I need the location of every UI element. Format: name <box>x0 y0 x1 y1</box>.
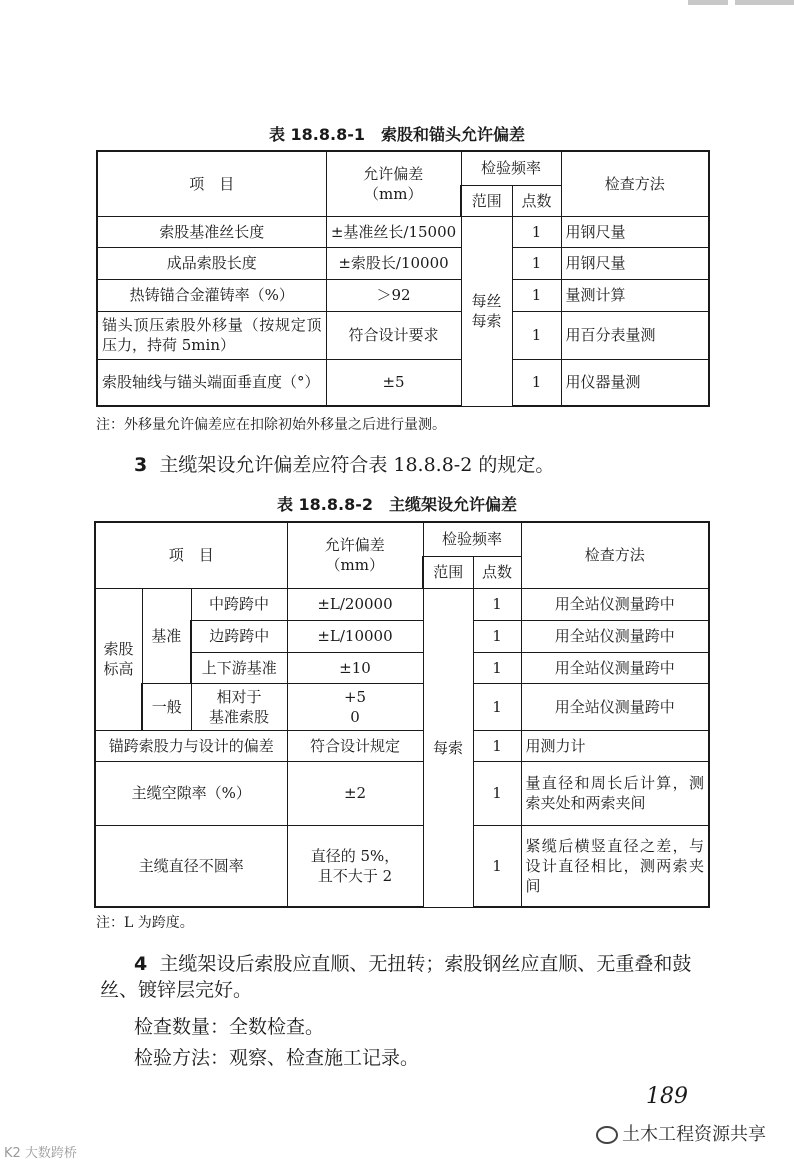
table1-head-method: 检查方法 <box>561 151 709 216</box>
table1-row2-item: 成品索股长度 <box>97 247 326 279</box>
table1-row5-method: 用仪器量测 <box>561 359 709 406</box>
table1-row4-pts: 1 <box>512 311 561 359</box>
table1-row1-method: 用钢尺量 <box>561 216 709 247</box>
table1-head-range: 范围 <box>461 185 512 216</box>
table1-row5-item: 索股轴线与锚头端面垂直度（°） <box>97 359 326 406</box>
table1-row5-pts: 1 <box>512 359 561 406</box>
table2-round-item: 主缆直径不圆率 <box>95 825 287 907</box>
table1-caption: 表 18.8.8-1 索股和锚头允许偏差 <box>268 125 526 144</box>
table1-note: 注：外移量允许偏差应在扣除初始外移量之后进行量测。 <box>96 417 446 433</box>
watermark-left: K2 大数跨桥 <box>4 1146 77 1161</box>
table-row <box>95 683 709 730</box>
table2-head-tolerance: 允许偏差 （mm） <box>287 522 423 588</box>
table2-row4-pts: 1 <box>473 683 521 730</box>
table2-row3-pts: 1 <box>473 652 521 683</box>
table1-scope: 每丝 每索 <box>461 216 512 406</box>
table2-row2-pts: 1 <box>473 620 521 652</box>
table1-row1-tol: ±基准丝长/15000 <box>326 216 461 247</box>
table-row <box>97 247 709 279</box>
table1-row1-pts: 1 <box>512 216 561 247</box>
table2-row4-item: 相对于 基准索股 <box>191 683 287 730</box>
watermark-right-text: 土木工程资源共享 <box>622 1124 766 1145</box>
table2-head-points: 点数 <box>473 556 521 588</box>
table2-row1-tol: ±L/20000 <box>287 588 423 620</box>
table2-row2-item: 边跨跨中 <box>191 620 287 652</box>
top-scan-edge <box>0 0 794 8</box>
table1-row4-tol: 符合设计要求 <box>326 311 461 359</box>
check-quantity: 检查数量：全数检查。 <box>134 1016 325 1038</box>
table2-head-range: 范围 <box>423 556 473 588</box>
paragraph-4-text: 主缆架设后索股应直顺、无扭转；索股钢丝应直顺、无重叠和鼓丝、镀锌层完好。 <box>100 953 692 1001</box>
table2-row3-method: 用全站仪测量跨中 <box>521 652 709 683</box>
table2 <box>94 521 710 908</box>
table1-row4-item: 锚头顶压索股外移量（按规定顶压力，持荷 5min） <box>97 311 326 359</box>
table2-anchor-method: 用测力计 <box>521 730 709 761</box>
table2-anchor-tol: 符合设计规定 <box>287 730 423 761</box>
table1 <box>96 150 710 407</box>
table2-head-freq: 检验频率 <box>423 522 521 556</box>
table1-head-freq: 检验频率 <box>461 151 561 185</box>
table-row <box>97 216 709 247</box>
table-row <box>95 761 709 825</box>
table2-row1-pts: 1 <box>473 588 521 620</box>
table1-row2-tol: ±索股长/10000 <box>326 247 461 279</box>
table-row <box>97 311 709 359</box>
table2-void-item: 主缆空隙率（%） <box>95 761 287 825</box>
table2-group-label: 索股标高 <box>95 588 142 730</box>
table1-row3-item: 热铸锚合金灌铸率（%） <box>97 279 326 311</box>
paragraph-3-number: 3 <box>134 454 148 476</box>
table1-row4-method: 用百分表量测 <box>561 311 709 359</box>
table2-row3-item: 上下游基准 <box>191 652 287 683</box>
paragraph-4 <box>100 951 712 1003</box>
table2-row3-tol: ±10 <box>287 652 423 683</box>
table1-row3-method: 量测计算 <box>561 279 709 311</box>
wechat-icon <box>596 1126 618 1144</box>
table2-void-pts: 1 <box>473 761 521 825</box>
table2-void-method: 量直径和周长后计算，测索夹处和两索夹间 <box>521 761 709 825</box>
paragraph-3-text: 主缆架设允许偏差应符合表 18.8.8-2 的规定。 <box>159 454 555 476</box>
table2-anchor-pts: 1 <box>473 730 521 761</box>
table1-row3-pts: 1 <box>512 279 561 311</box>
table2-note: 注：L 为跨度。 <box>96 915 194 931</box>
table1-row2-pts: 1 <box>512 247 561 279</box>
table1-row2-method: 用钢尺量 <box>561 247 709 279</box>
table1-row5-tol: ±5 <box>326 359 461 406</box>
table2-round-method: 紧缆后横竖直径之差，与设计直径相比，测两索夹间 <box>521 825 709 907</box>
table-row <box>95 730 709 761</box>
table-row <box>95 825 709 907</box>
table1-head-item: 项 目 <box>97 151 326 216</box>
table1-row3-tol: ＞92 <box>326 279 461 311</box>
paragraph-4-number: 4 <box>134 953 148 975</box>
table1-row1-item: 索股基准丝长度 <box>97 216 326 247</box>
check-method: 检验方法：观察、检查施工记录。 <box>134 1047 420 1069</box>
table2-caption: 表 18.8.8-2 主缆架设允许偏差 <box>276 495 518 514</box>
table1-head-points: 点数 <box>512 185 561 216</box>
table2-anchor-item: 锚跨索股力与设计的偏差 <box>95 730 287 761</box>
table-row <box>97 359 709 406</box>
watermark-right <box>596 1120 766 1146</box>
table2-head-method: 检查方法 <box>521 522 709 588</box>
table2-row1-method: 用全站仪测量跨中 <box>521 588 709 620</box>
table1-head-tolerance: 允许偏差 （mm） <box>326 151 461 216</box>
table2-row2-method: 用全站仪测量跨中 <box>521 620 709 652</box>
table2-round-tol: 直径的 5%， 且不大于 2 <box>287 825 423 907</box>
table2-row2-tol: ±L/10000 <box>287 620 423 652</box>
table2-row4-tol: +5 0 <box>287 683 423 730</box>
table2-scope: 每索 <box>423 588 473 907</box>
table2-void-tol: ±2 <box>287 761 423 825</box>
page-number: 189 <box>646 1084 688 1109</box>
table2-sub-general: 一般 <box>142 683 191 730</box>
table2-round-pts: 1 <box>473 825 521 907</box>
table2-row1-item: 中跨跨中 <box>191 588 287 620</box>
table2-head-item: 项 目 <box>95 522 287 588</box>
table2-sub-base: 基准 <box>142 588 191 683</box>
paragraph-3 <box>134 452 554 478</box>
table-row <box>97 279 709 311</box>
table2-row4-method: 用全站仪测量跨中 <box>521 683 709 730</box>
table-row <box>95 588 709 620</box>
